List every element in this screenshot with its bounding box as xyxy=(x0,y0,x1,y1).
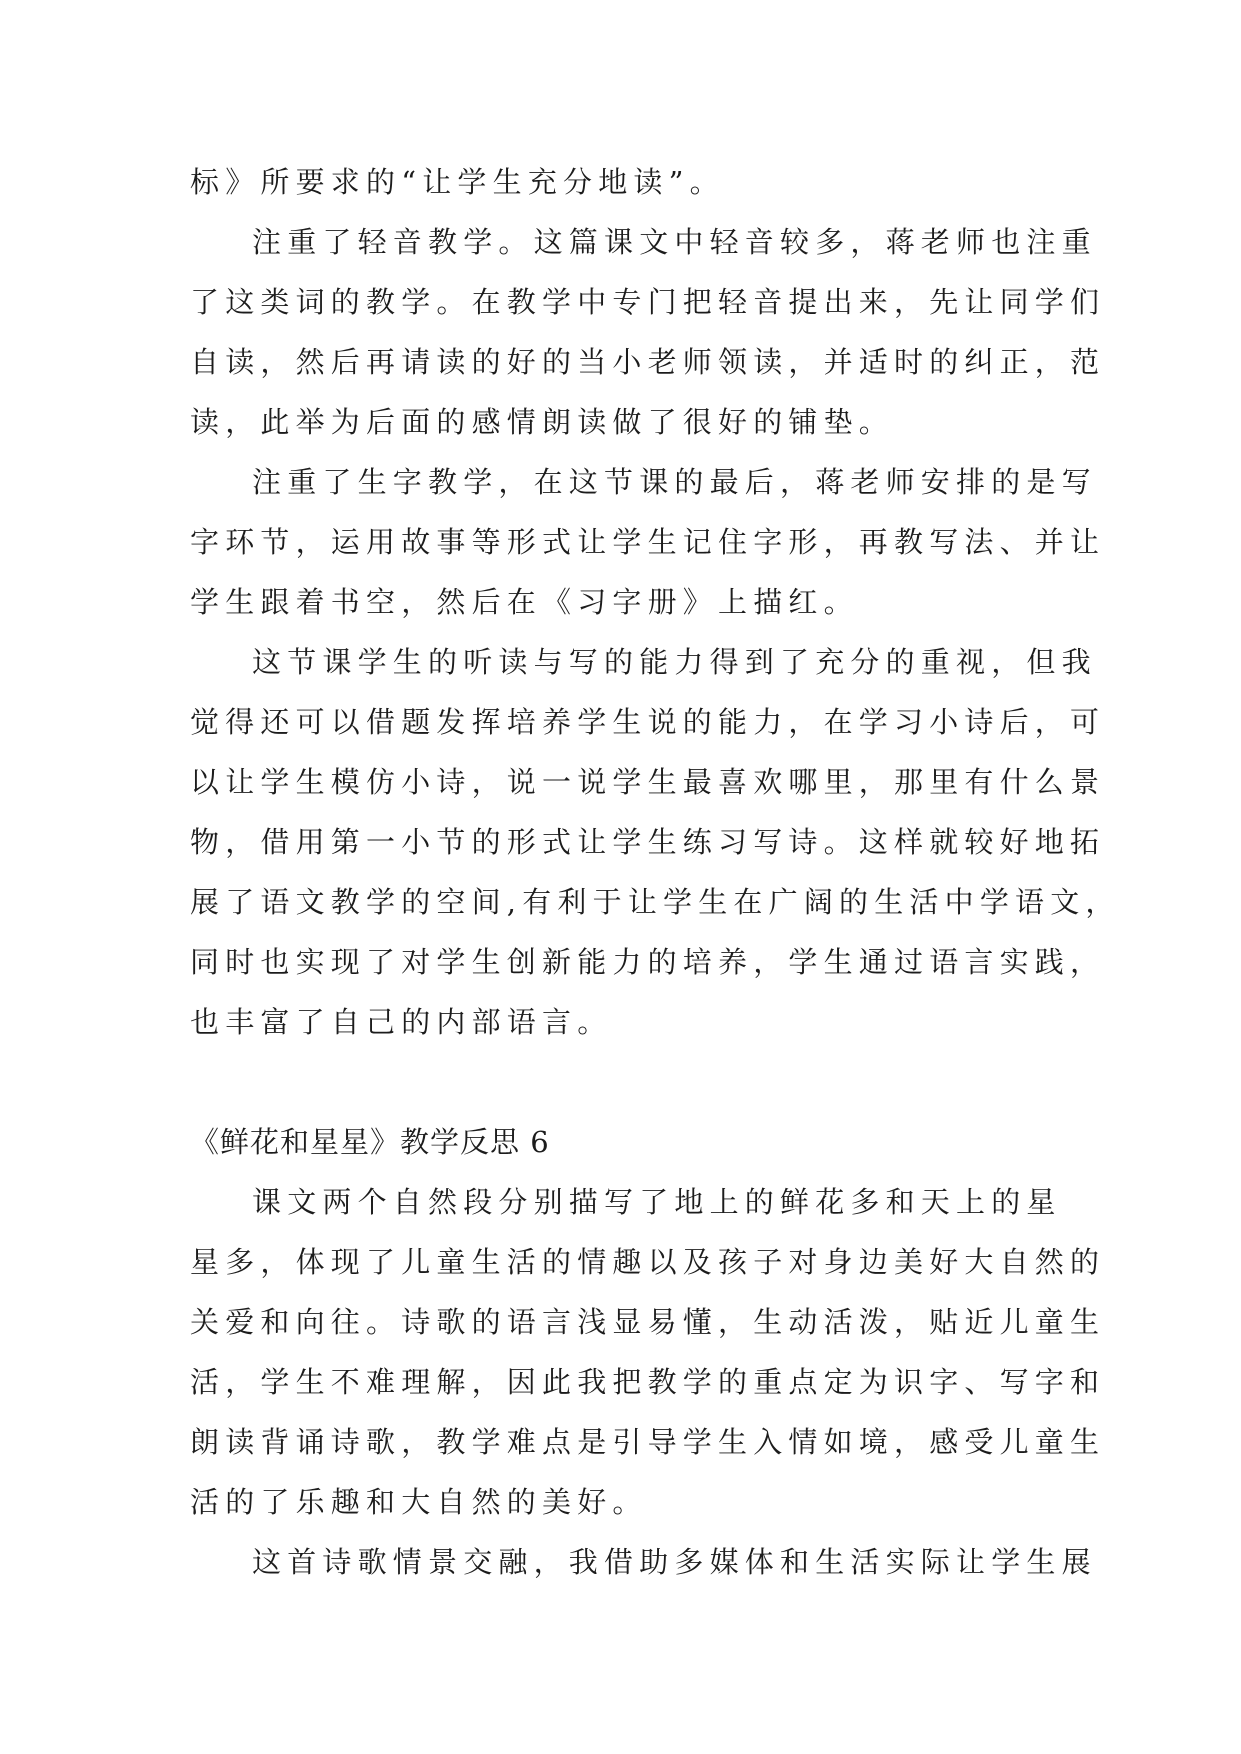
paragraph-line: 也丰富了自己的内部语言。 xyxy=(190,1005,613,1039)
paragraph-line: 朗读背诵诗歌，教学难点是引导学生入情如境，感受儿童生 xyxy=(190,1425,1106,1459)
paragraph-line: 课文两个自然段分别描写了地上的鲜花多和天上的星 xyxy=(252,1185,1062,1219)
paragraph-line: 字环节，运用故事等形式让学生记住字形，再教写法、并让 xyxy=(190,525,1106,559)
paragraph-line: 这首诗歌情景交融，我借助多媒体和生活实际让学生展 xyxy=(252,1545,1097,1579)
paragraph-line: 活，学生不难理解，因此我把教学的重点定为识字、写字和 xyxy=(190,1365,1106,1399)
paragraph-line: 自读，然后再请读的好的当小老师领读，并适时的纠正，范 xyxy=(190,345,1106,379)
paragraph-line: 活的了乐趣和大自然的美好。 xyxy=(190,1485,648,1519)
paragraph-line: 星多，体现了儿童生活的情趣以及孩子对身边美好大自然的 xyxy=(190,1245,1106,1279)
paragraph-line: 了这类词的教学。在教学中专门把轻音提出来，先让同学们 xyxy=(190,285,1106,319)
paragraph-line: 展了语文教学的空间,有利于让学生在广阔的生活中学语文， xyxy=(190,885,1121,919)
paragraph-line: 关爱和向往。诗歌的语言浅显易懂，生动活泼，贴近儿童生 xyxy=(190,1305,1106,1339)
paragraph-line: 觉得还可以借题发挥培养学生说的能力，在学习小诗后，可 xyxy=(190,705,1106,739)
paragraph-line: 注重了生字教学，在这节课的最后，蒋老师安排的是写 xyxy=(252,465,1097,499)
paragraph-line: 标》所要求的“让学生充分地读”。 xyxy=(190,165,725,199)
paragraph-line: 以让学生模仿小诗，说一说学生最喜欢哪里，那里有什么景 xyxy=(190,765,1106,799)
paragraph-line: 这节课学生的听读与写的能力得到了充分的重视，但我 xyxy=(252,645,1097,679)
paragraph-line: 同时也实现了对学生创新能力的培养，学生通过语言实践， xyxy=(190,945,1106,979)
paragraph-line: 注重了轻音教学。这篇课文中轻音较多，蒋老师也注重 xyxy=(252,225,1097,259)
paragraph-line: 物，借用第一小节的形式让学生练习写诗。这样就较好地拓 xyxy=(190,825,1106,859)
section-heading: 《鲜花和星星》教学反思 6 xyxy=(190,1125,550,1159)
paragraph-line: 学生跟着书空，然后在《习字册》上描红。 xyxy=(190,585,859,619)
paragraph-line: 读，此举为后面的感情朗读做了很好的铺垫。 xyxy=(190,405,895,439)
